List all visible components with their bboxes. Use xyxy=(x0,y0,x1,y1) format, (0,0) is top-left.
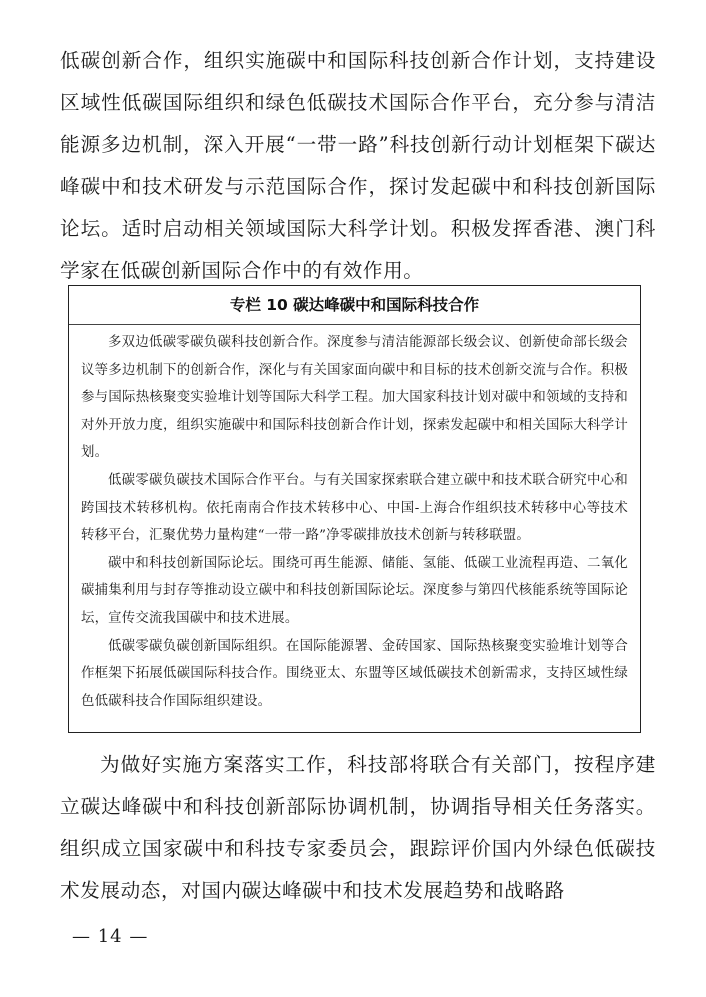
column-box-item: 碳中和科技创新国际论坛。围绕可再生能源、储能、氢能、低碳工业流程再造、二氧化碳捕集利用与封存等推动设立碳中和科技创新国际论坛。深度参与第四代核能系统等国际论坛，宣传交流我国碳中和技术进展。 xyxy=(81,555,628,626)
column-box-item: 低碳零碳负碳创新国际组织。在国际能源署、金砖国家、国际热核聚变实验堆计划等合作框架下拓展低碳国际科技合作。围绕亚太、东盟等区域低碳技术创新需求，支持区域性绿色低碳科技合作国际组织建设。 xyxy=(81,638,628,709)
column-box-item: 低碳零碳负碳技术国际合作平台。与有关国家探索联合建立碳中和技术联合研究中心和跨国技术转移机构。依托南南合作技术转移中心、中国-上海合作组织技术转移中心等技术转移平台，汇聚优势力量构建“一带一路”净零碳排放技术创新与转移联盟。 xyxy=(81,472,628,544)
body-paragraph-top: 低碳创新合作，组织实施碳中和国际科技创新合作计划，支持建设区域性低碳国际组织和绿色低碳技术国际合作平台，充分参与清洁能源多边机制，深入开展“一带一路”科技创新行动计划框架下碳达峰碳中和技术研发与示范国际合作，探讨发起碳中和科技创新国际论坛。适时启动相关领域国际大科学计划。积极发挥香港、澳门科学家在低碳创新国际合作中的有效作用。 xyxy=(60,49,656,282)
column-box-body xyxy=(69,325,640,715)
column-box-title: 专栏 10 碳达峰碳中和国际科技合作 xyxy=(69,286,640,325)
column-box-item: 多双边低碳零碳负碳科技创新合作。深度参与清洁能源部长级会议、创新使命部长级会议等多边机制下的创新合作，深化与有关国家面向碳中和目标的技术创新交流与合作。积极参与国际热核聚变实验堆计划等国际大科学工程。加大国家科技计划对碳中和领域的支持和对外开放力度，组织实施碳中和国际科技创新合作计划，探索发起碳中和相关国际大科学计划。 xyxy=(81,335,628,461)
column-box xyxy=(68,285,641,733)
body-paragraph-bottom: 为做好实施方案落实工作，科技部将联合有关部门，按程序建立碳达峰碳中和科技创新部际协调机制，协调指导相关任务落实。组织成立国家碳中和科技专家委员会，跟踪评价国内外绿色低碳技术发展动态，对国内碳达峰碳中和技术发展趋势和战略路 xyxy=(60,753,656,902)
page-number: — 14 — xyxy=(72,926,149,947)
